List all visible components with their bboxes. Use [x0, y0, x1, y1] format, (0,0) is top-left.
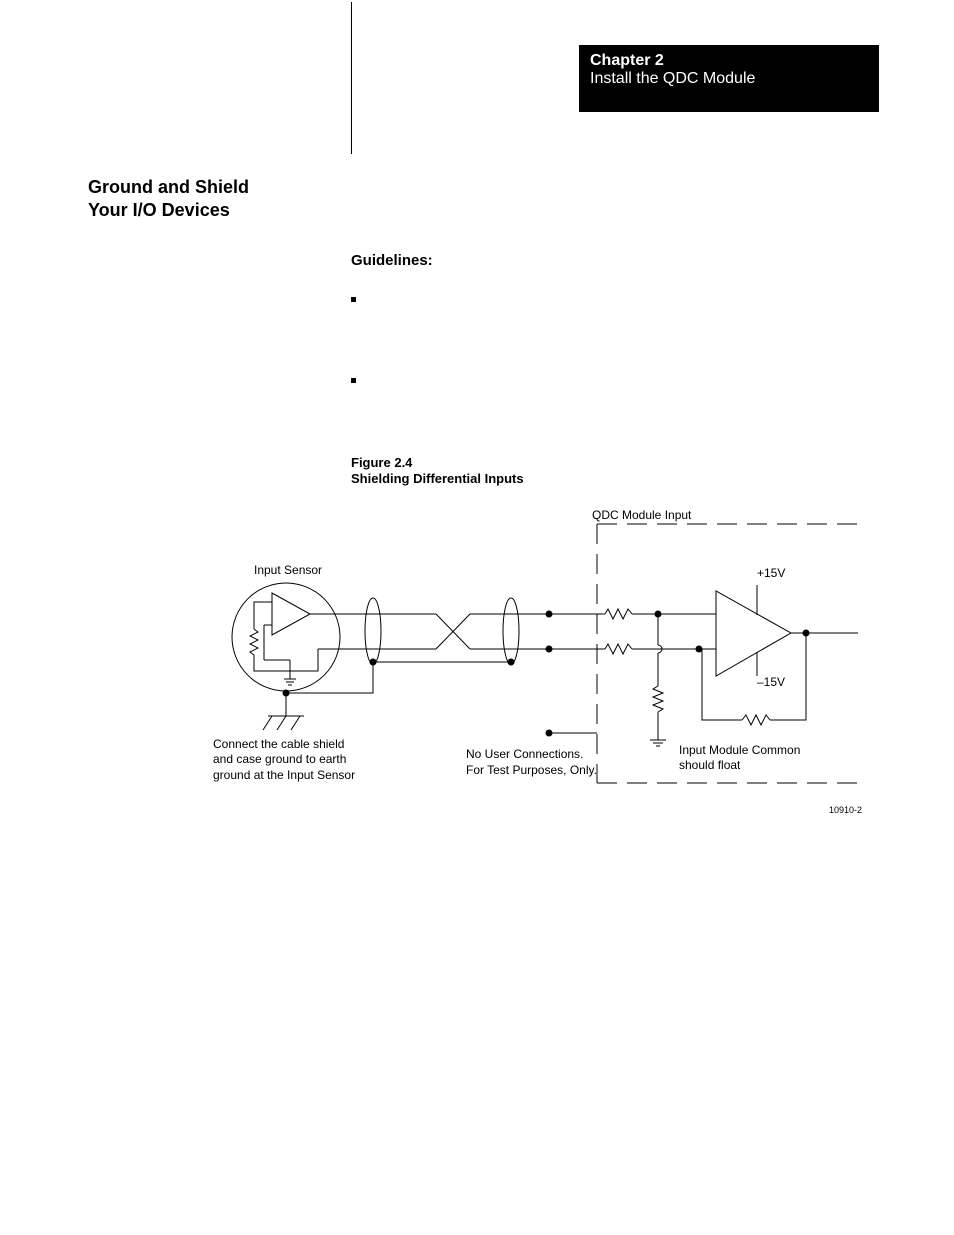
guidelines-heading: Guidelines: — [351, 252, 433, 269]
op-amp — [702, 585, 858, 725]
chapter-number: Chapter 2 — [590, 52, 664, 69]
ground-note-line-2: and case ground to earth — [213, 752, 347, 766]
test-connection-line — [546, 730, 597, 736]
no-user-note-line-1: No User Connections. — [466, 747, 584, 761]
twisted-pair-cable — [286, 598, 597, 693]
section-title-line-2: Your I/O Devices — [88, 200, 230, 220]
label-plus-15v: +15V — [757, 566, 786, 580]
label-input-sensor: Input Sensor — [254, 563, 323, 577]
common-note-line-2: should float — [679, 758, 741, 772]
figure-title: Shielding Differential Inputs — [351, 471, 524, 486]
earth-ground — [263, 690, 304, 730]
chapter-title: Install the QDC Module — [590, 70, 756, 87]
input-sensor — [232, 583, 436, 691]
ground-note-line-3: ground at the Input Sensor — [213, 768, 356, 782]
no-user-note-line-2: For Test Purposes, Only. — [466, 763, 597, 777]
figure-reference-id: 10910-2 — [829, 805, 863, 815]
figure-number: Figure 2.4 — [351, 455, 413, 470]
common-note-line-1: Input Module Common — [679, 743, 801, 757]
section-title-line-1: Ground and Shield — [88, 177, 249, 197]
input-resistors — [597, 609, 716, 746]
label-qdc-module-input: QDC Module Input — [592, 508, 692, 522]
label-minus-15v: –15V — [757, 675, 786, 689]
ground-note-line-1: Connect the cable shield — [213, 737, 345, 751]
